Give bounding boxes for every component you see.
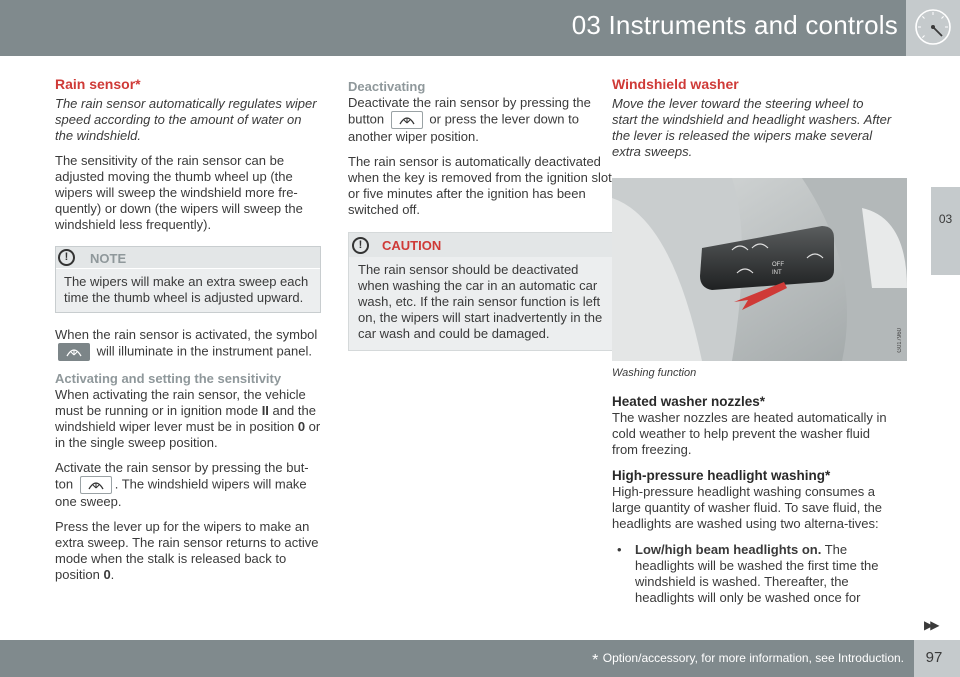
svg-text:INT: INT xyxy=(772,270,782,276)
svg-text:OFF: OFF xyxy=(772,262,784,268)
double-chevron-right-icon[interactable]: ▶▶ xyxy=(924,618,937,632)
text: When the rain sensor is activated, the symbol xyxy=(55,327,318,342)
column-windshield-washer xyxy=(612,76,903,606)
section-heading: Rain sensor* xyxy=(55,76,141,92)
chapter-side-tab xyxy=(931,187,960,275)
lever-position: 0 xyxy=(297,419,306,434)
paragraph xyxy=(55,327,321,361)
warning-icon: ! xyxy=(352,237,369,254)
text: will illuminate in the instrument panel. xyxy=(96,343,312,359)
chapter-icon-box xyxy=(906,0,960,56)
text: or press the lever down to another wiper position. xyxy=(348,111,579,144)
footnote-text: Option/accessory, for more information, see Introduction. xyxy=(602,651,904,665)
text: When activating the rain sensor, the vehicle must be running or in ignition mode xyxy=(55,387,306,418)
column-deactivating xyxy=(348,76,614,351)
speedometer-icon xyxy=(913,7,953,47)
lever-position: 0 xyxy=(103,567,111,582)
caution-box xyxy=(348,232,614,351)
paragraph: The rain sensor is automatically deactivated when the key is removed from the ignition slot or five minutes after the ignition has been switched off. xyxy=(348,154,612,217)
text: . xyxy=(110,567,115,582)
rain-sensor-icon xyxy=(80,476,112,494)
bullet-title: Low/high beam headlights on. xyxy=(635,542,822,557)
subsection-heading: Deactivating xyxy=(348,79,426,94)
rain-sensor-icon xyxy=(391,111,423,129)
subsection-heading: High-pressure headlight washing* xyxy=(612,468,831,483)
chapter-title: 03 Instruments and controls xyxy=(571,10,898,40)
column-rain-sensor xyxy=(55,76,321,583)
text: Deactivate the rain sensor by pressing the button xyxy=(348,95,591,127)
note-label: NOTE xyxy=(90,251,127,266)
paragraph xyxy=(348,95,614,145)
note-header xyxy=(56,247,320,269)
page-footer xyxy=(0,640,960,677)
intro-text: The rain sensor automatically regulates wiper speed according to the amount of water on the windshield. xyxy=(55,96,317,143)
figure-caption: Washing function xyxy=(612,367,697,379)
subsection-heading: Activating and setting the sensitivity xyxy=(55,371,282,386)
footnote xyxy=(592,651,904,670)
ignition-mode: II xyxy=(261,403,269,418)
rain-sensor-icon xyxy=(58,343,90,361)
page-number-box xyxy=(914,640,960,677)
paragraph: High-pressure headlight washing consumes a large quantity of washer fluid. To save fluid, the headlights are washed using two alterna-tives: xyxy=(612,484,883,531)
intro-text: Move the lever toward the steering wheel to start the windshield and headlight washers. After the lever is released the wipers make several extra sweeps. xyxy=(612,96,892,159)
bullet-text: The headlights will be washed the first time the windshield is washed. Thereafter, the headlights will only be washed once for xyxy=(635,542,879,605)
paragraph: The washer nozzles are heated automatically in cold weather to help prevent the washer fluid from freezing. xyxy=(612,410,887,457)
page-number: 97 xyxy=(925,649,943,666)
paragraph: The sensitivity of the rain sensor can be adjusted moving the thumb wheel up (the wipers will sweep the windshield more fre-quently) or down (the wipers will sweep the windshield less frequently). xyxy=(55,153,303,232)
text: Press the lever up for the wipers to make an extra sweep. The rain sensor returns to active mode when the stalk is released back to position xyxy=(55,519,319,582)
footnote-star: * xyxy=(592,652,599,669)
page-header xyxy=(0,0,960,56)
washing-function-photo xyxy=(612,178,907,361)
note-box xyxy=(55,246,321,313)
caution-label: CAUTION xyxy=(382,238,442,253)
note-text: The wipers will make an extra sweep each time the thumb wheel is adjusted upward. xyxy=(56,269,320,312)
caution-text: The rain sensor should be deactivated when washing the car in an automatic car wash, etc. If the rain sensor function is left on, the wipers will start inadvertently in the car wash and could be damaged. xyxy=(358,262,603,341)
image-reference: G017960 xyxy=(897,328,903,353)
wiper-lever-illustration xyxy=(612,178,907,361)
text: Activate the rain sensor by pressing the but-ton xyxy=(55,460,309,492)
caution-header xyxy=(349,233,613,257)
warning-icon: ! xyxy=(58,249,75,266)
paragraph xyxy=(55,460,321,510)
chapter-number: 03 xyxy=(938,212,953,226)
bullet-mark: • xyxy=(617,542,622,557)
paragraph xyxy=(55,387,321,451)
paragraph xyxy=(55,519,321,583)
text: or in the single sweep position. xyxy=(55,419,321,450)
text: and the windshield wiper lever must be in position xyxy=(55,403,316,434)
text: . The windshield wipers will make one sweep. xyxy=(55,476,307,509)
list-item xyxy=(612,542,892,606)
section-heading: Windshield washer xyxy=(612,76,739,92)
subsection-heading: Heated washer nozzles* xyxy=(612,394,766,409)
